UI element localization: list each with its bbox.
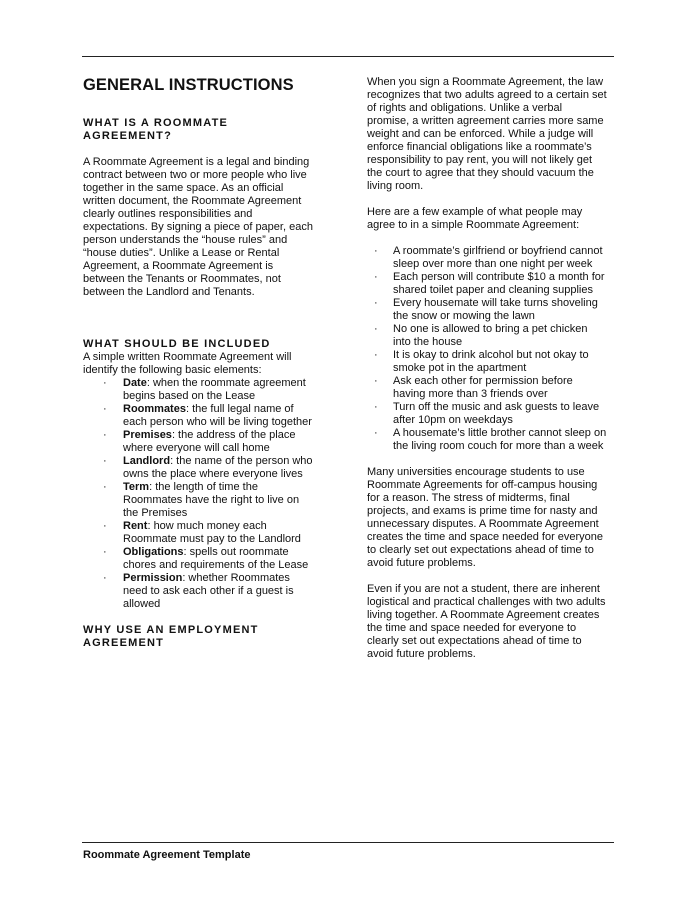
list-item — [83, 455, 315, 481]
list-item — [83, 546, 315, 572]
bullet-icon: · — [374, 401, 378, 413]
list-item — [83, 572, 315, 611]
element-term: Premises — [123, 429, 172, 441]
example-text: Ask each other for permission before having more than 3 friends over — [393, 375, 573, 400]
list-item — [367, 349, 607, 375]
list-item — [83, 481, 315, 520]
bullet-icon: · — [103, 455, 107, 467]
list-item — [367, 401, 607, 427]
element-desc: : spells out roommate chores and requirements of the Lease — [123, 546, 309, 571]
example-text: Each person will contribute $10 a month for shared toilet paper and cleaning supplies — [393, 271, 605, 296]
what-is-text: A Roommate Agreement is a legal and binding contract between two or more people who live together in the same space. As an official written document, the Roommate Agreement clearly outlines responsibilities and expectations. By signing a piece of paper, each person understands the “house rules” and “house duties”. Unlike a Lease or Rental Agreement, a Roommate Agreement is between the Tenants or Roommates, not between the Landlord and Tenants. — [83, 156, 313, 298]
element-term: Landlord — [123, 455, 171, 467]
list-item — [83, 377, 315, 403]
element-term: Roommates — [123, 403, 186, 415]
example-text: Every housemate will take turns shoveling the snow or mowing the lawn — [393, 297, 598, 322]
bullet-icon: · — [103, 481, 107, 493]
element-term: Rent — [123, 520, 148, 532]
bullet-icon: · — [103, 546, 107, 558]
element-term: Obligations — [123, 546, 184, 558]
list-item — [367, 245, 607, 271]
element-desc: : the address of the place where everyone will call home — [123, 429, 296, 454]
page-title: GENERAL INSTRUCTIONS — [83, 76, 294, 94]
example-text: No one is allowed to bring a pet chicken into the house — [393, 323, 588, 348]
bullet-icon: · — [374, 349, 378, 361]
what-is-heading: WHAT IS A ROOMMATE AGREEMENT? — [83, 117, 229, 142]
element-desc: : whether Roommates need to ask each other if a guest is allowed — [123, 572, 294, 610]
footer-title: Roommate Agreement Template — [83, 849, 251, 861]
list-item — [83, 429, 315, 455]
list-item — [367, 427, 607, 453]
bullet-icon: · — [374, 297, 378, 309]
examples-list — [367, 245, 607, 453]
left-column — [83, 76, 315, 650]
bullet-icon: · — [103, 520, 107, 532]
non-student-paragraph: Even if you are not a student, there are inherent logistical and practical challenges with two adults living together. A Roommate Agreement creates the time and space needed for everyone to clearly set out expectations ahead of time to avoid future problems. — [367, 583, 606, 660]
bullet-icon: · — [103, 572, 107, 584]
element-desc: : the name of the person who owns the place where everyone lives — [123, 455, 313, 480]
intro-paragraph: When you sign a Roommate Agreement, the law recognizes that two adults agreed to a certain set of rights and obligations. Unlike a verbal promise, a written agreement carries more same weight and can be enforced. While a judge will enforce financial obligations like a roommate’s responsibility to pay rent, you will not likely get the court to agree that they should vacuum the living room. — [367, 76, 607, 192]
list-item — [367, 323, 607, 349]
list-item — [83, 403, 315, 429]
bullet-icon: · — [374, 323, 378, 335]
right-column — [367, 76, 607, 661]
element-term: Permission — [123, 572, 183, 584]
bullet-icon: · — [103, 403, 107, 415]
element-term: Date — [123, 377, 147, 389]
bullet-icon: · — [103, 377, 107, 389]
bottom-rule — [82, 842, 614, 843]
why-heading: WHY USE AN EMPLOYMENT AGREEMENT — [83, 624, 259, 649]
included-heading: WHAT SHOULD BE INCLUDED — [83, 338, 271, 350]
elements-list — [83, 377, 315, 611]
element-desc: : the full legal name of each person who will be living together — [123, 403, 312, 428]
bullet-icon: · — [374, 271, 378, 283]
element-desc: : the length of time the Roommates have the right to live on the Premises — [123, 481, 300, 519]
list-item — [367, 375, 607, 401]
element-desc: : when the roommate agreement begins based on the Lease — [123, 377, 306, 402]
example-text: It is okay to drink alcohol but not okay to smoke pot in the apartment — [393, 349, 589, 374]
list-item — [367, 271, 607, 297]
list-item — [83, 520, 315, 546]
example-text: A housemate’s little brother cannot sleep on the living room couch for more than a week — [393, 427, 607, 452]
included-intro: A simple written Roommate Agreement will identify the following basic elements: — [83, 351, 292, 376]
universities-paragraph: Many universities encourage students to use Roommate Agreements for off-campus housing for a reason. The stress of midterms, final projects, and exams is prime time for nasty and unnecessary disputes. A Roommate Agreement creates the time and space needed for everyone to clearly set out expectations ahead of time to avoid future problems. — [367, 466, 604, 569]
bullet-icon: · — [374, 245, 378, 257]
list-item — [367, 297, 607, 323]
bullet-icon: · — [374, 375, 378, 387]
top-rule — [82, 56, 614, 57]
example-text: A roommate’s girlfriend or boyfriend cannot sleep over more than one night per week — [393, 245, 603, 270]
example-text: Turn off the music and ask guests to leave after 10pm on weekdays — [393, 401, 600, 426]
bullet-icon: · — [374, 427, 378, 439]
element-term: Term — [123, 481, 150, 493]
element-desc: : how much money each Roommate must pay to the Landlord — [123, 520, 301, 545]
bullet-icon: · — [103, 429, 107, 441]
examples-intro: Here are a few example of what people may agree to in a simple Roommate Agreement: — [367, 206, 583, 231]
